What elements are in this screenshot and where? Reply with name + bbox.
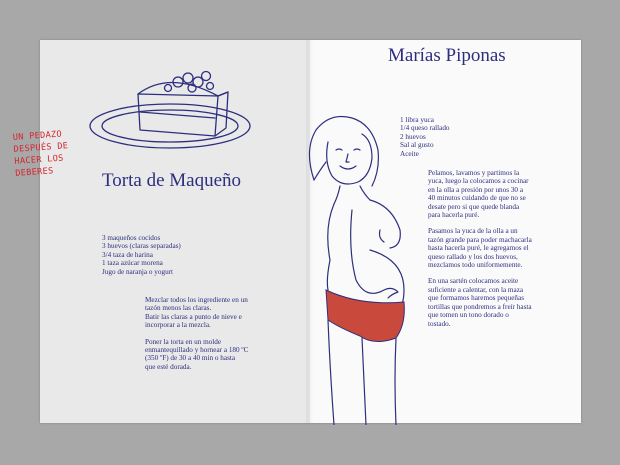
instruction-line: tazón grande para poder machacarla <box>428 235 532 244</box>
ingredient-item: 1 libra yuca <box>400 116 434 124</box>
note-line: DEBERES <box>14 166 54 179</box>
instruction-line: incorporar a la mezcla. <box>145 321 211 330</box>
instruction-line: Mezclar todos los ingrediente en un <box>145 296 248 304</box>
instruction-line: Pelamos, lavamos y partimos la <box>428 169 520 177</box>
instruction-line: hasta hacerla puré, le agregamos el <box>428 244 529 253</box>
ingredient-item: Aceite <box>400 149 419 158</box>
instruction-line: suficiente a calentar, con la maza <box>428 285 524 294</box>
ingredient-item: 3 maqueños cocidos <box>102 234 161 242</box>
instruction-line: 40 minutos cuidando de que no se <box>428 194 526 203</box>
instruction-paragraph <box>428 227 532 269</box>
ingredient-item: Sal al gusto <box>400 141 434 150</box>
instruction-line: desate pero si que quede blanda <box>428 202 520 211</box>
cake-slice-illustration <box>80 60 270 160</box>
instruction-line: yuca, luego la colocamos a cocinar <box>428 177 529 186</box>
ingredients-list-left <box>102 234 181 276</box>
instruction-line: mezclamos todo uniformemente. <box>428 261 523 270</box>
recipe-title-right: Marías Piponas <box>388 45 506 66</box>
instructions-right <box>428 169 532 336</box>
instruction-line: En una sartén colocamos aceite <box>428 277 519 286</box>
instruction-line: tazón menos las claras. <box>145 304 212 313</box>
ingredient-item: 1/4 queso rallado <box>400 124 450 133</box>
instruction-paragraph <box>145 296 248 330</box>
recipe-title-left: Torta de Maqueño <box>102 170 242 191</box>
instruction-paragraph <box>145 338 248 372</box>
instruction-line: Batir las claras a punto de nieve e <box>145 312 242 321</box>
ingredient-item: 2 huevos <box>400 132 426 141</box>
ingredient-item: 3/4 taza de harina <box>102 250 153 259</box>
instruction-line: tortillas que pondremos a freír hasta <box>428 302 532 311</box>
instruction-line: (350 ºF) de 30 a 40 min o hasta <box>145 354 236 363</box>
instruction-line: que tomen un tono dorado o <box>428 311 509 320</box>
ingredient-item: Jugo de naranja o yogurt <box>102 267 174 276</box>
instruction-line: Pasamos la yuca de la olla a un <box>428 227 518 236</box>
instruction-line: para hacerla puré. <box>428 211 480 220</box>
handwritten-note <box>12 128 70 180</box>
instruction-line: en la olla a presión por unos 30 a <box>428 185 524 194</box>
note-line: HACER LOS <box>14 153 64 167</box>
note-line: DESPUÉS DE <box>13 141 69 155</box>
ingredient-item: 3 huevos (claras separadas) <box>102 242 181 251</box>
instruction-line: que esté dorada. <box>145 362 192 371</box>
instruction-paragraph <box>428 277 532 327</box>
instruction-line: tostado. <box>428 319 451 328</box>
ingredient-item: 1 taza azúcar morena <box>102 259 163 268</box>
instruction-paragraph <box>428 169 532 219</box>
instruction-line: que formamos haremos pequeñas <box>428 294 525 303</box>
instruction-line: queso rallado y los dos huevos, <box>428 252 518 261</box>
note-line: UN PEDAZO <box>12 129 63 143</box>
instruction-line: enmantequillado y hornear a 180 ºC <box>145 346 249 355</box>
ingredients-list-right <box>400 116 450 158</box>
instruction-line: Poner la torta en un molde <box>145 337 222 346</box>
instructions-left <box>145 296 248 379</box>
